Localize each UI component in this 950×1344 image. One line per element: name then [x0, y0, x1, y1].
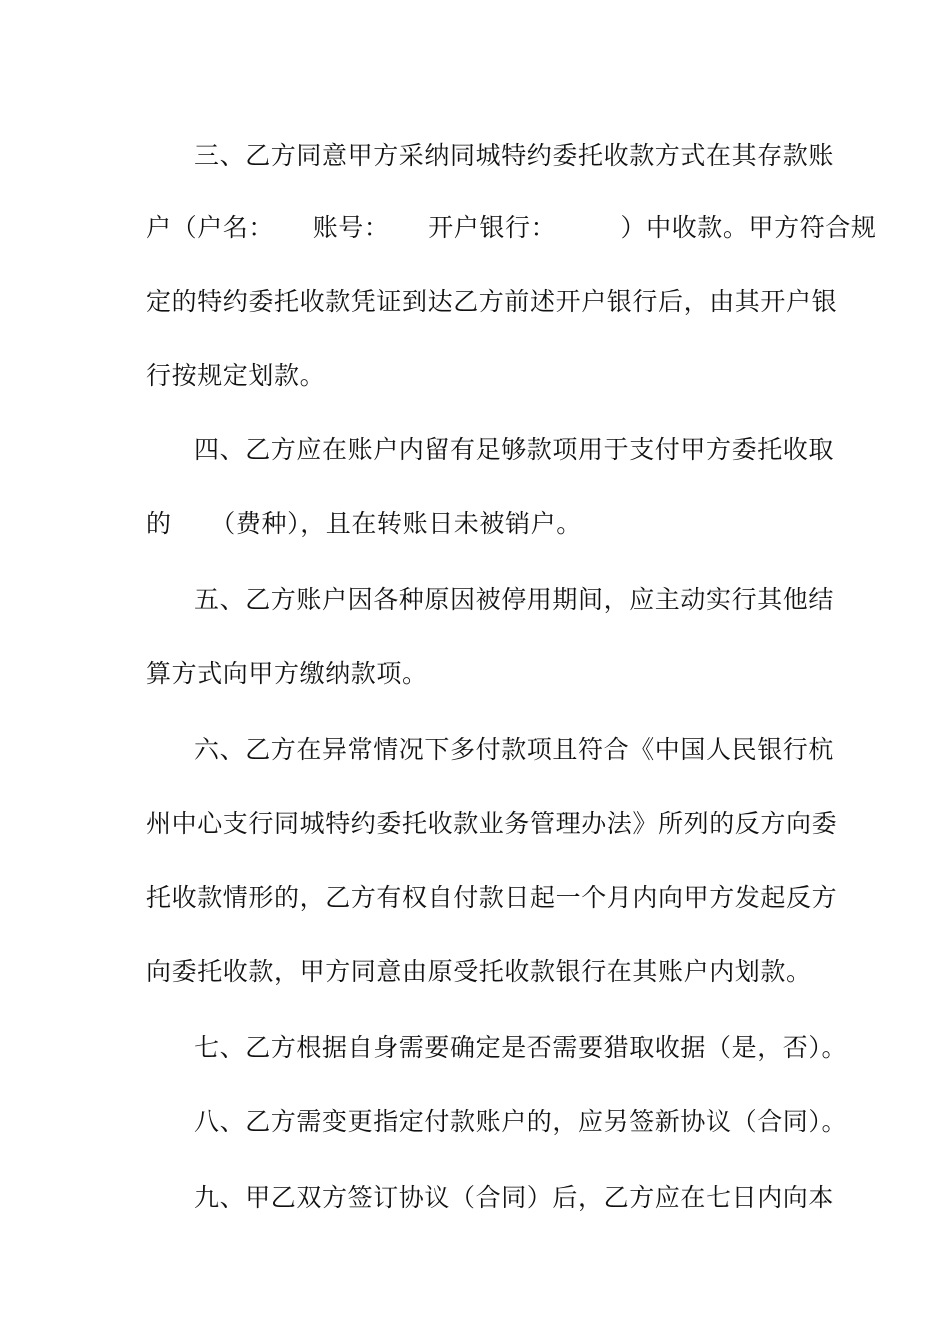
clause-7-line-1: 七、乙方根据自身需要确定是否需要猎取收据（是，否）。 [194, 1033, 848, 1062]
clause-6-line-2: 州中心支行同城特约委托收款业务管理办法》所列的反方向委 [146, 809, 838, 838]
clause-9-line-1: 九、甲乙双方签订协议（合同）后，乙方应在七日内向本 [194, 1183, 835, 1212]
clause-4-line-2: 的 （费种），且在转账日未被销户。 [146, 509, 582, 538]
clause-6-line-4: 向委托收款，甲方同意由原受托收款银行在其账户内划款。 [146, 957, 812, 986]
clause-5-line-2: 算方式向甲方缴纳款项。 [146, 659, 428, 688]
clause-3-line-1: 三、乙方同意甲方采纳同城特约委托收款方式在其存款账 [194, 141, 835, 170]
clause-3-line-3: 定的特约委托收款凭证到达乙方前述开户银行后，由其开户银 [146, 287, 838, 316]
clause-3-line-2: 户（户名： 账号： 开户银行： ）中收款。甲方符合规 [146, 213, 877, 242]
clause-4-line-1: 四、乙方应在账户内留有足够款项用于支付甲方委托收取 [194, 435, 835, 464]
clause-5-line-1: 五、乙方账户因各种原因被停用期间，应主动实行其他结 [194, 585, 835, 614]
clause-6-line-3: 托收款情形的，乙方有权自付款日起一个月内向甲方发起反方 [146, 883, 838, 912]
clause-8-line-1: 八、乙方需变更指定付款账户的，应另签新协议（合同）。 [194, 1107, 848, 1136]
clause-3-line-4: 行按规定划款。 [146, 361, 326, 390]
clause-6-line-1: 六、乙方在异常情况下多付款项且符合《中国人民银行杭 [194, 735, 835, 764]
